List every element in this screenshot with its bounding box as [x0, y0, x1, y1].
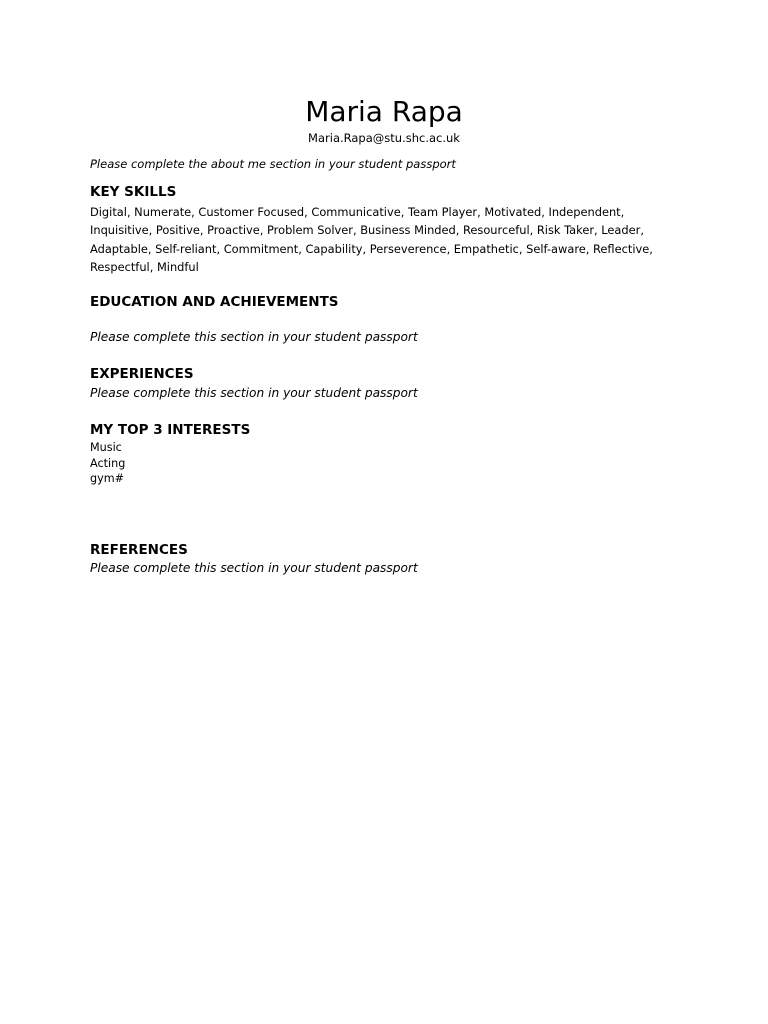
about-me-note: Please complete the about me section in your student passport — [90, 157, 456, 171]
experiences-heading: EXPERIENCES — [90, 366, 194, 382]
key-skills-heading: KEY SKILLS — [90, 184, 177, 200]
education-heading: EDUCATION AND ACHIEVEMENTS — [90, 294, 339, 310]
cv-name: Maria Rapa — [305, 95, 463, 128]
education-note: Please complete this section in your student passport — [90, 330, 418, 344]
interest-item: Music — [90, 441, 122, 454]
interest-item: Acting — [90, 456, 126, 470]
interest-item: gym# — [90, 472, 124, 485]
experiences-note: Please complete this section in your student passport — [90, 386, 418, 400]
references-heading: REFERENCES — [90, 542, 188, 558]
interests-list — [90, 440, 125, 487]
cv-email: Maria.Rapa@stu.shc.ac.uk — [308, 131, 460, 145]
key-skills-text: Digital, Numerate, Customer Focused, Communicative, Team Player, Motivated, Independent, Inquisitive, Positive, Proactive, Problem Solver, Business Minded, Resourceful, Risk Taker, Leader, Adaptable, Self-reliant, Commitment, Capability, Perseverence, Empathetic, Self-aware, Reflective, Respectful, Mindful — [90, 205, 653, 274]
references-note: Please complete this section in your student passport — [90, 561, 418, 575]
interests-heading: MY TOP 3 INTERESTS — [90, 422, 251, 438]
